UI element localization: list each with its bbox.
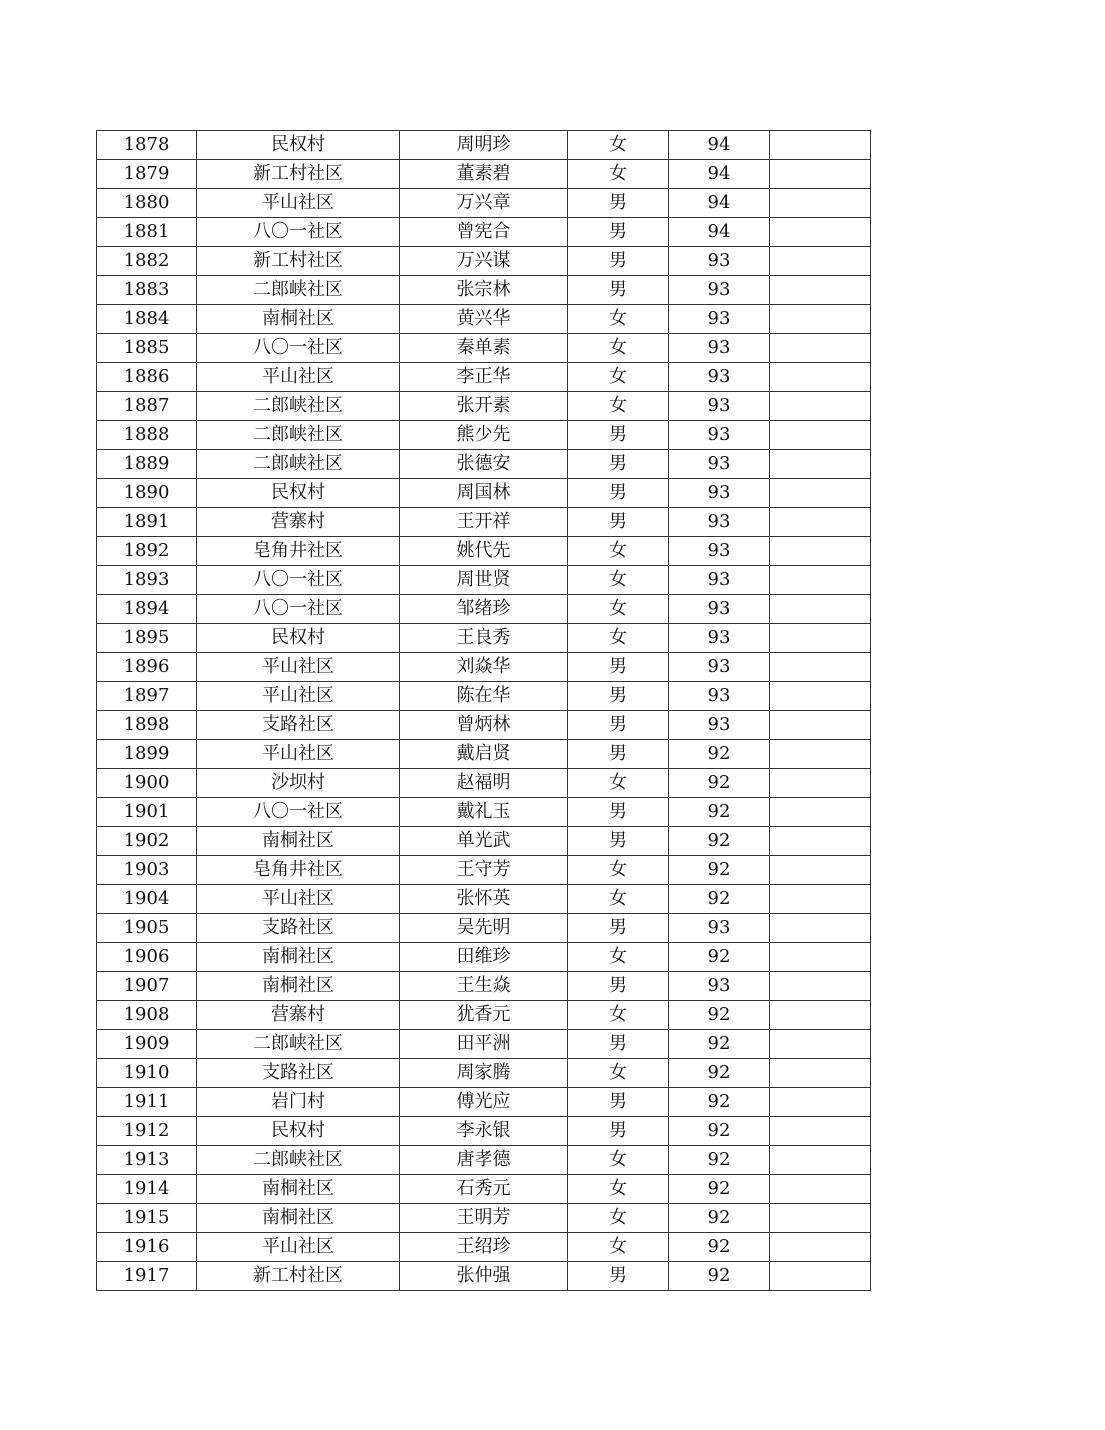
- table-row: [97, 305, 871, 334]
- cell-community: 南桐社区: [197, 305, 400, 334]
- cell-number: 1891: [97, 508, 197, 537]
- cell-name: 刘焱华: [400, 653, 568, 682]
- cell-sex: 女: [568, 566, 669, 595]
- table-row: [97, 363, 871, 392]
- cell-sex: 女: [568, 1059, 669, 1088]
- cell-community: 民权村: [197, 1117, 400, 1146]
- cell-name: 王明芳: [400, 1204, 568, 1233]
- table-row: [97, 276, 871, 305]
- cell-name: 王良秀: [400, 624, 568, 653]
- cell-note: [770, 711, 871, 740]
- table-row: [97, 334, 871, 363]
- cell-community: 皂角井社区: [197, 856, 400, 885]
- cell-name: 周明珍: [400, 131, 568, 160]
- cell-note: [770, 769, 871, 798]
- cell-community: 二郎峡社区: [197, 450, 400, 479]
- table-row: [97, 566, 871, 595]
- cell-name: 傅光应: [400, 1088, 568, 1117]
- cell-community: 平山社区: [197, 189, 400, 218]
- cell-age: 93: [669, 537, 770, 566]
- cell-name: 王开祥: [400, 508, 568, 537]
- cell-name: 戴启贤: [400, 740, 568, 769]
- cell-age: 92: [669, 1233, 770, 1262]
- cell-note: [770, 334, 871, 363]
- cell-name: 王生焱: [400, 972, 568, 1001]
- cell-sex: 女: [568, 1233, 669, 1262]
- cell-number: 1888: [97, 421, 197, 450]
- cell-age: 93: [669, 334, 770, 363]
- cell-note: [770, 276, 871, 305]
- table-row: [97, 537, 871, 566]
- cell-note: [770, 450, 871, 479]
- table-row: [97, 131, 871, 160]
- cell-sex: 女: [568, 1001, 669, 1030]
- cell-number: 1883: [97, 276, 197, 305]
- cell-age: 92: [669, 1059, 770, 1088]
- cell-note: [770, 972, 871, 1001]
- cell-number: 1881: [97, 218, 197, 247]
- cell-community: 二郎峡社区: [197, 421, 400, 450]
- cell-name: 张宗林: [400, 276, 568, 305]
- cell-note: [770, 189, 871, 218]
- cell-note: [770, 595, 871, 624]
- table-row: [97, 1175, 871, 1204]
- table-row: [97, 798, 871, 827]
- table-row: [97, 450, 871, 479]
- table-row: [97, 914, 871, 943]
- table-row: [97, 972, 871, 1001]
- cell-note: [770, 827, 871, 856]
- cell-name: 赵福明: [400, 769, 568, 798]
- cell-community: 二郎峡社区: [197, 1146, 400, 1175]
- cell-note: [770, 160, 871, 189]
- cell-age: 92: [669, 885, 770, 914]
- cell-sex: 男: [568, 479, 669, 508]
- cell-number: 1913: [97, 1146, 197, 1175]
- cell-age: 92: [669, 943, 770, 972]
- cell-name: 张德安: [400, 450, 568, 479]
- table-row: [97, 682, 871, 711]
- cell-age: 92: [669, 740, 770, 769]
- cell-note: [770, 479, 871, 508]
- cell-sex: 男: [568, 247, 669, 276]
- cell-age: 93: [669, 479, 770, 508]
- cell-age: 94: [669, 189, 770, 218]
- table-row: [97, 1001, 871, 1030]
- cell-age: 92: [669, 769, 770, 798]
- cell-community: 沙坝村: [197, 769, 400, 798]
- cell-community: 八〇一社区: [197, 218, 400, 247]
- cell-note: [770, 1204, 871, 1233]
- cell-sex: 女: [568, 769, 669, 798]
- cell-name: 戴礼玉: [400, 798, 568, 827]
- cell-number: 1916: [97, 1233, 197, 1262]
- cell-note: [770, 914, 871, 943]
- table-row: [97, 595, 871, 624]
- cell-name: 曾宪合: [400, 218, 568, 247]
- cell-sex: 男: [568, 827, 669, 856]
- cell-name: 犹香元: [400, 1001, 568, 1030]
- cell-community: 平山社区: [197, 1233, 400, 1262]
- cell-note: [770, 1233, 871, 1262]
- cell-sex: 男: [568, 508, 669, 537]
- cell-age: 93: [669, 624, 770, 653]
- cell-note: [770, 1088, 871, 1117]
- cell-sex: 女: [568, 595, 669, 624]
- cell-sex: 女: [568, 160, 669, 189]
- cell-sex: 男: [568, 1030, 669, 1059]
- cell-age: 93: [669, 682, 770, 711]
- cell-number: 1889: [97, 450, 197, 479]
- table-row: [97, 479, 871, 508]
- cell-age: 93: [669, 305, 770, 334]
- cell-community: 平山社区: [197, 682, 400, 711]
- cell-note: [770, 943, 871, 972]
- cell-note: [770, 566, 871, 595]
- cell-sex: 男: [568, 740, 669, 769]
- cell-age: 92: [669, 1001, 770, 1030]
- cell-note: [770, 682, 871, 711]
- cell-number: 1890: [97, 479, 197, 508]
- cell-number: 1911: [97, 1088, 197, 1117]
- cell-age: 93: [669, 508, 770, 537]
- cell-note: [770, 218, 871, 247]
- cell-name: 万兴谋: [400, 247, 568, 276]
- cell-number: 1906: [97, 943, 197, 972]
- cell-number: 1898: [97, 711, 197, 740]
- cell-age: 93: [669, 450, 770, 479]
- cell-community: 南桐社区: [197, 827, 400, 856]
- cell-age: 93: [669, 914, 770, 943]
- cell-name: 姚代先: [400, 537, 568, 566]
- cell-name: 周国林: [400, 479, 568, 508]
- table-row: [97, 218, 871, 247]
- cell-number: 1879: [97, 160, 197, 189]
- cell-age: 93: [669, 711, 770, 740]
- cell-name: 周家腾: [400, 1059, 568, 1088]
- cell-number: 1886: [97, 363, 197, 392]
- cell-community: 新工村社区: [197, 247, 400, 276]
- cell-name: 陈在华: [400, 682, 568, 711]
- cell-sex: 男: [568, 1262, 669, 1291]
- cell-number: 1897: [97, 682, 197, 711]
- cell-number: 1900: [97, 769, 197, 798]
- cell-community: 二郎峡社区: [197, 392, 400, 421]
- cell-sex: 男: [568, 450, 669, 479]
- cell-sex: 女: [568, 1146, 669, 1175]
- cell-age: 92: [669, 827, 770, 856]
- table-row: [97, 247, 871, 276]
- cell-age: 92: [669, 798, 770, 827]
- cell-community: 皂角井社区: [197, 537, 400, 566]
- cell-sex: 女: [568, 537, 669, 566]
- cell-sex: 男: [568, 189, 669, 218]
- cell-sex: 女: [568, 305, 669, 334]
- cell-number: 1885: [97, 334, 197, 363]
- cell-sex: 女: [568, 131, 669, 160]
- table-row: [97, 160, 871, 189]
- cell-sex: 女: [568, 885, 669, 914]
- cell-sex: 女: [568, 334, 669, 363]
- table-row: [97, 827, 871, 856]
- cell-note: [770, 421, 871, 450]
- cell-community: 八〇一社区: [197, 798, 400, 827]
- cell-note: [770, 363, 871, 392]
- cell-number: 1895: [97, 624, 197, 653]
- cell-number: 1907: [97, 972, 197, 1001]
- cell-number: 1892: [97, 537, 197, 566]
- cell-number: 1908: [97, 1001, 197, 1030]
- table-row: [97, 1088, 871, 1117]
- cell-age: 92: [669, 1175, 770, 1204]
- cell-sex: 男: [568, 914, 669, 943]
- cell-name: 万兴章: [400, 189, 568, 218]
- cell-name: 吴先明: [400, 914, 568, 943]
- table-row: [97, 1204, 871, 1233]
- cell-sex: 女: [568, 392, 669, 421]
- cell-note: [770, 1059, 871, 1088]
- cell-sex: 女: [568, 856, 669, 885]
- cell-name: 石秀元: [400, 1175, 568, 1204]
- cell-name: 张开素: [400, 392, 568, 421]
- cell-community: 平山社区: [197, 653, 400, 682]
- table-row: [97, 624, 871, 653]
- cell-community: 营寨村: [197, 508, 400, 537]
- cell-community: 岩门村: [197, 1088, 400, 1117]
- cell-community: 平山社区: [197, 885, 400, 914]
- table-row: [97, 508, 871, 537]
- cell-sex: 男: [568, 276, 669, 305]
- cell-number: 1903: [97, 856, 197, 885]
- cell-number: 1902: [97, 827, 197, 856]
- cell-age: 92: [669, 1088, 770, 1117]
- table-row: [97, 740, 871, 769]
- table-row: [97, 392, 871, 421]
- cell-number: 1915: [97, 1204, 197, 1233]
- cell-name: 黄兴华: [400, 305, 568, 334]
- cell-note: [770, 305, 871, 334]
- cell-community: 营寨村: [197, 1001, 400, 1030]
- cell-age: 92: [669, 856, 770, 885]
- cell-sex: 男: [568, 1117, 669, 1146]
- cell-name: 邹绪珍: [400, 595, 568, 624]
- cell-age: 92: [669, 1030, 770, 1059]
- cell-age: 93: [669, 421, 770, 450]
- cell-community: 八〇一社区: [197, 334, 400, 363]
- cell-community: 南桐社区: [197, 1175, 400, 1204]
- roster-table: [96, 130, 871, 1291]
- cell-name: 曾炳林: [400, 711, 568, 740]
- cell-age: 94: [669, 160, 770, 189]
- cell-note: [770, 131, 871, 160]
- cell-number: 1917: [97, 1262, 197, 1291]
- cell-number: 1878: [97, 131, 197, 160]
- table-row: [97, 653, 871, 682]
- cell-sex: 男: [568, 798, 669, 827]
- cell-note: [770, 1030, 871, 1059]
- cell-age: 94: [669, 131, 770, 160]
- cell-age: 93: [669, 972, 770, 1001]
- cell-age: 93: [669, 276, 770, 305]
- cell-name: 田平洲: [400, 1030, 568, 1059]
- cell-note: [770, 537, 871, 566]
- cell-name: 李正华: [400, 363, 568, 392]
- cell-number: 1893: [97, 566, 197, 595]
- cell-note: [770, 1146, 871, 1175]
- cell-note: [770, 1001, 871, 1030]
- cell-note: [770, 392, 871, 421]
- cell-community: 南桐社区: [197, 943, 400, 972]
- cell-community: 平山社区: [197, 740, 400, 769]
- cell-age: 93: [669, 566, 770, 595]
- cell-sex: 男: [568, 1088, 669, 1117]
- table-row: [97, 943, 871, 972]
- cell-number: 1914: [97, 1175, 197, 1204]
- cell-name: 熊少先: [400, 421, 568, 450]
- table-row: [97, 1146, 871, 1175]
- table-row: [97, 1030, 871, 1059]
- cell-number: 1909: [97, 1030, 197, 1059]
- table-row: [97, 1117, 871, 1146]
- cell-note: [770, 1117, 871, 1146]
- cell-age: 93: [669, 595, 770, 624]
- table-row: [97, 856, 871, 885]
- cell-age: 94: [669, 218, 770, 247]
- cell-sex: 女: [568, 1175, 669, 1204]
- cell-name: 单光武: [400, 827, 568, 856]
- cell-note: [770, 856, 871, 885]
- cell-age: 92: [669, 1117, 770, 1146]
- cell-name: 秦单素: [400, 334, 568, 363]
- cell-community: 平山社区: [197, 363, 400, 392]
- cell-number: 1884: [97, 305, 197, 334]
- cell-number: 1882: [97, 247, 197, 276]
- table-row: [97, 1262, 871, 1291]
- cell-number: 1880: [97, 189, 197, 218]
- cell-community: 南桐社区: [197, 1204, 400, 1233]
- cell-name: 董素碧: [400, 160, 568, 189]
- cell-note: [770, 653, 871, 682]
- cell-name: 周世贤: [400, 566, 568, 595]
- cell-number: 1910: [97, 1059, 197, 1088]
- cell-number: 1901: [97, 798, 197, 827]
- cell-community: 二郎峡社区: [197, 276, 400, 305]
- cell-number: 1912: [97, 1117, 197, 1146]
- cell-sex: 男: [568, 682, 669, 711]
- cell-sex: 男: [568, 972, 669, 1001]
- cell-note: [770, 624, 871, 653]
- cell-sex: 女: [568, 1204, 669, 1233]
- cell-community: 南桐社区: [197, 972, 400, 1001]
- table-row: [97, 1059, 871, 1088]
- cell-community: 八〇一社区: [197, 595, 400, 624]
- cell-sex: 男: [568, 653, 669, 682]
- cell-community: 新工村社区: [197, 160, 400, 189]
- cell-name: 张怀英: [400, 885, 568, 914]
- cell-name: 王守芳: [400, 856, 568, 885]
- cell-name: 张仲强: [400, 1262, 568, 1291]
- cell-sex: 女: [568, 943, 669, 972]
- cell-community: 民权村: [197, 131, 400, 160]
- cell-note: [770, 508, 871, 537]
- cell-sex: 男: [568, 421, 669, 450]
- cell-name: 王绍珍: [400, 1233, 568, 1262]
- cell-age: 93: [669, 247, 770, 276]
- table-row: [97, 1233, 871, 1262]
- cell-community: 支路社区: [197, 1059, 400, 1088]
- table-row: [97, 885, 871, 914]
- cell-number: 1894: [97, 595, 197, 624]
- cell-note: [770, 740, 871, 769]
- table-row: [97, 421, 871, 450]
- table-row: [97, 711, 871, 740]
- cell-community: 民权村: [197, 624, 400, 653]
- cell-name: 李永银: [400, 1117, 568, 1146]
- cell-note: [770, 1175, 871, 1204]
- cell-community: 支路社区: [197, 914, 400, 943]
- cell-age: 93: [669, 363, 770, 392]
- cell-age: 92: [669, 1262, 770, 1291]
- cell-number: 1896: [97, 653, 197, 682]
- cell-community: 民权村: [197, 479, 400, 508]
- cell-note: [770, 885, 871, 914]
- cell-community: 新工村社区: [197, 1262, 400, 1291]
- cell-age: 92: [669, 1204, 770, 1233]
- cell-age: 93: [669, 392, 770, 421]
- roster-table-body: [97, 131, 871, 1291]
- cell-number: 1905: [97, 914, 197, 943]
- table-row: [97, 769, 871, 798]
- cell-sex: 女: [568, 624, 669, 653]
- cell-number: 1887: [97, 392, 197, 421]
- cell-number: 1899: [97, 740, 197, 769]
- cell-age: 93: [669, 653, 770, 682]
- cell-number: 1904: [97, 885, 197, 914]
- cell-community: 二郎峡社区: [197, 1030, 400, 1059]
- cell-community: 支路社区: [197, 711, 400, 740]
- cell-sex: 女: [568, 363, 669, 392]
- cell-sex: 男: [568, 218, 669, 247]
- cell-sex: 男: [568, 711, 669, 740]
- cell-community: 八〇一社区: [197, 566, 400, 595]
- table-row: [97, 189, 871, 218]
- cell-name: 唐孝德: [400, 1146, 568, 1175]
- cell-age: 92: [669, 1146, 770, 1175]
- cell-note: [770, 247, 871, 276]
- cell-note: [770, 1262, 871, 1291]
- cell-name: 田维珍: [400, 943, 568, 972]
- cell-note: [770, 798, 871, 827]
